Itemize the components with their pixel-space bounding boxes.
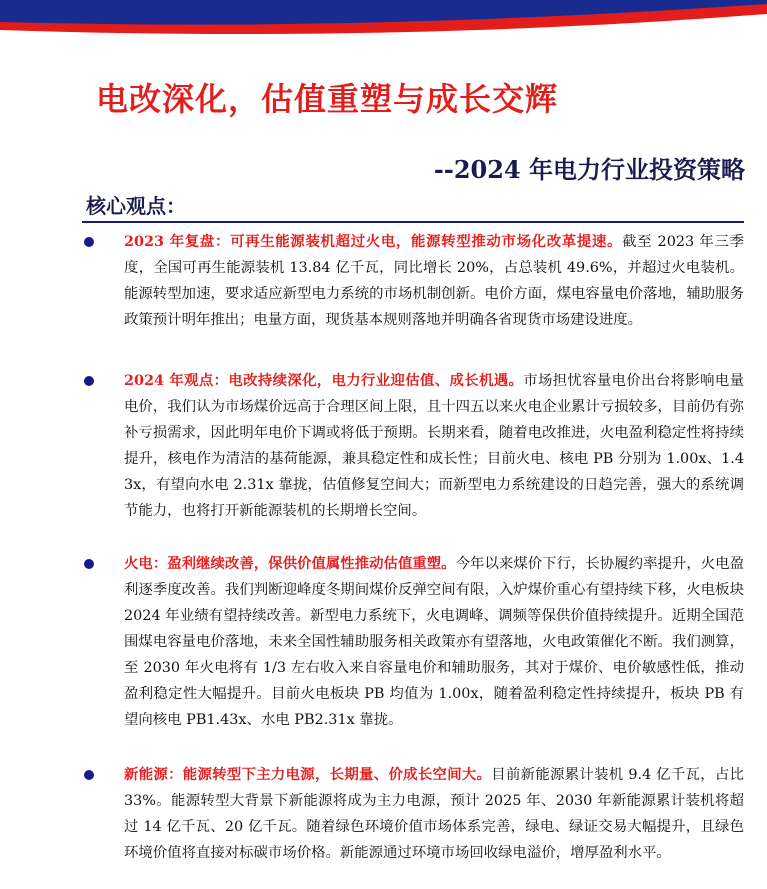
bullet-lead: 火电：盈利继续改善，保供价值属性推动估值重塑。 <box>124 555 456 572</box>
bullet-body: 目前新能源累计装机 9.4 亿千瓦，占比 33%。能源转型大背景下新能源将成为主力电源，预计 2025 年、2030 年新能源累计装机将超过 14 亿千瓦、20 亿千瓦。随着绿色环境价值市场体系完善，绿电、绿证交易大幅提升，且绿色环境价值将直接对标碳市场价格。新能源通过环境市场回收绿电溢价，增厚盈利水平。 <box>124 767 744 861</box>
bullet-lead: 2024 年观点：电改持续深化，电力行业迎估值、成长机遇。 <box>124 372 524 389</box>
bullet-body: 今年以来煤价下行，长协履约率提升，火电盈利逐季度改善。我们判断迎峰度冬期间煤价反弹空间有限，入炉煤价重心有望持续下移，火电板块 2024 年业绩有望持续改善。新型电力系统下，火电调峰、调频等保供价值持续提升。近期全国范围煤电容量电价落地，未来全国性辅助服务相关政策亦有望落地，火电政策催化不断。我们测算，至 2030 年火电将有 1/3 左右收入来自容量电价和辅助服务，其对于煤价、电价敏感性低，推动盈利稳定性大幅提升。目前火电板块 PB 均值为 1.00x，随着盈利稳定性持续提升，板块 PB 有望向核电 PB1.43x、水电 PB2.31x 靠拢。 <box>124 556 744 728</box>
bullet-dot-icon <box>84 770 94 780</box>
bullet-lead: 2023 年复盘：可再生能源装机超过火电，能源转型推动市场化改革提速。 <box>124 233 623 250</box>
bullet-dot-icon <box>84 559 94 569</box>
bullet-lead: 新能源：能源转型下主力电源，长期量、价成长空间大。 <box>124 766 492 783</box>
bullet-paragraph <box>124 762 744 866</box>
bullet-paragraph <box>124 368 744 524</box>
bullet-paragraph <box>124 551 744 733</box>
bullet-body: 截至 2023 年三季度，全国可再生能源装机 13.84 亿千瓦，同比增长 20%，占总装机 49.6%，并超过火电装机。能源转型加速，要求适应新型电力系统的市场机制创新。电价方面，煤电容量电价落地，辅助服务政策预计明年推出；电量方面，现货基本规则落地并明确各省现货市场建设进度。 <box>124 234 744 328</box>
section-divider <box>82 221 744 223</box>
page-subtitle: --2024 年电力行业投资策略 <box>433 155 745 184</box>
bullet-dot-icon <box>84 237 94 247</box>
bullet-body: 市场担忧容量电价出台将影响电量电价，我们认为市场煤价远高于合理区间上限，且十四五以来火电企业累计亏损较多，目前仍有弥补亏损需求，因此明年电价下调或将低于预期。长期来看，随着电改推进，火电盈利稳定性将持续提升，核电作为清洁的基荷能源，兼具稳定性和成长性；目前火电、核电 PB 分别为 1.00x、1.43x，有望向水电 2.31x 靠拢，估值修复空间大；而新型电力系统建设的日趋完善，强大的系统调节能力，也将打开新能源装机的长期增长空间。 <box>124 373 744 519</box>
section-heading: 核心观点： <box>86 194 186 218</box>
bullet-paragraph <box>124 229 744 333</box>
bullet-dot-icon <box>84 376 94 386</box>
header-banner <box>0 0 767 40</box>
page-title: 电改深化，估值重塑与成长交辉 <box>96 80 559 118</box>
